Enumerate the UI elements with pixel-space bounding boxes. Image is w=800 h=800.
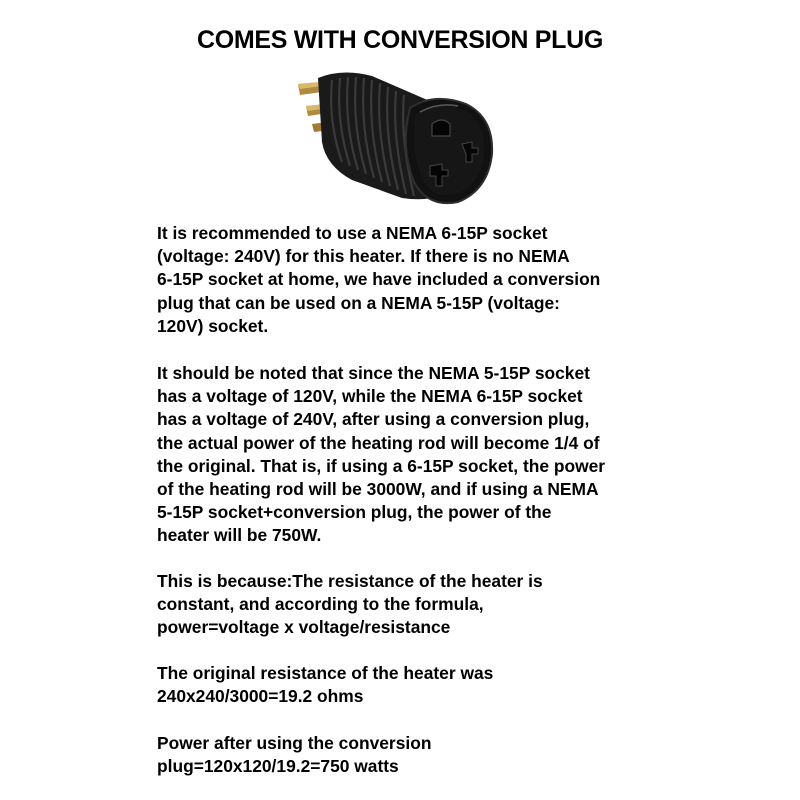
page-title: COMES WITH CONVERSION PLUG [196,26,604,54]
text-line: has a voltage of 120V, while the NEMA 6-15P socket [157,386,583,407]
paragraph-1 [157,222,657,338]
text-line: of the heating rod will be 3000W, and if using a NEMA [157,479,599,500]
text-line: the actual power of the heating rod will become 1/4 of [157,432,600,453]
text-line: heater will be 750W. [157,525,322,546]
text-line: plug=120x120/19.2=750 watts [157,756,399,777]
paragraph-5 [157,732,657,778]
paragraph-3 [157,570,657,640]
text-line: It is recommended to use a NEMA 6-15P socket [157,223,548,243]
text-line: plug that can be used on a NEMA 5-15P (voltage: [157,292,560,313]
text-line: (voltage: 240V) for this heater. If there is no NEMA [157,246,570,267]
text-line: 5-15P socket+conversion plug, the power of the [157,502,552,523]
text-line: the original. That is, if using a 6-15P socket, the power [157,455,606,476]
text-line: 6-15P socket at home, we have included a conversion [157,269,601,290]
text-line: This is because:The resistance of the heater is [157,571,543,591]
text-line: Power after using the conversion [157,733,432,753]
text-line: 240x240/3000=19.2 ohms [157,686,364,707]
text-line: It should be noted that since the NEMA 5-15P socket [157,363,590,383]
text-line: The original resistance of the heater was [157,663,494,683]
paragraph-2 [157,362,657,548]
text-line: 120V) socket. [157,315,269,336]
paragraph-4 [157,662,657,708]
text-line: power=voltage x voltage/resistance [157,617,451,638]
text-line: constant, and according to the formula, [157,594,484,615]
text-line: has a voltage of 240V, after using a conversion plug, [157,409,590,430]
conversion-plug-image [282,62,500,210]
